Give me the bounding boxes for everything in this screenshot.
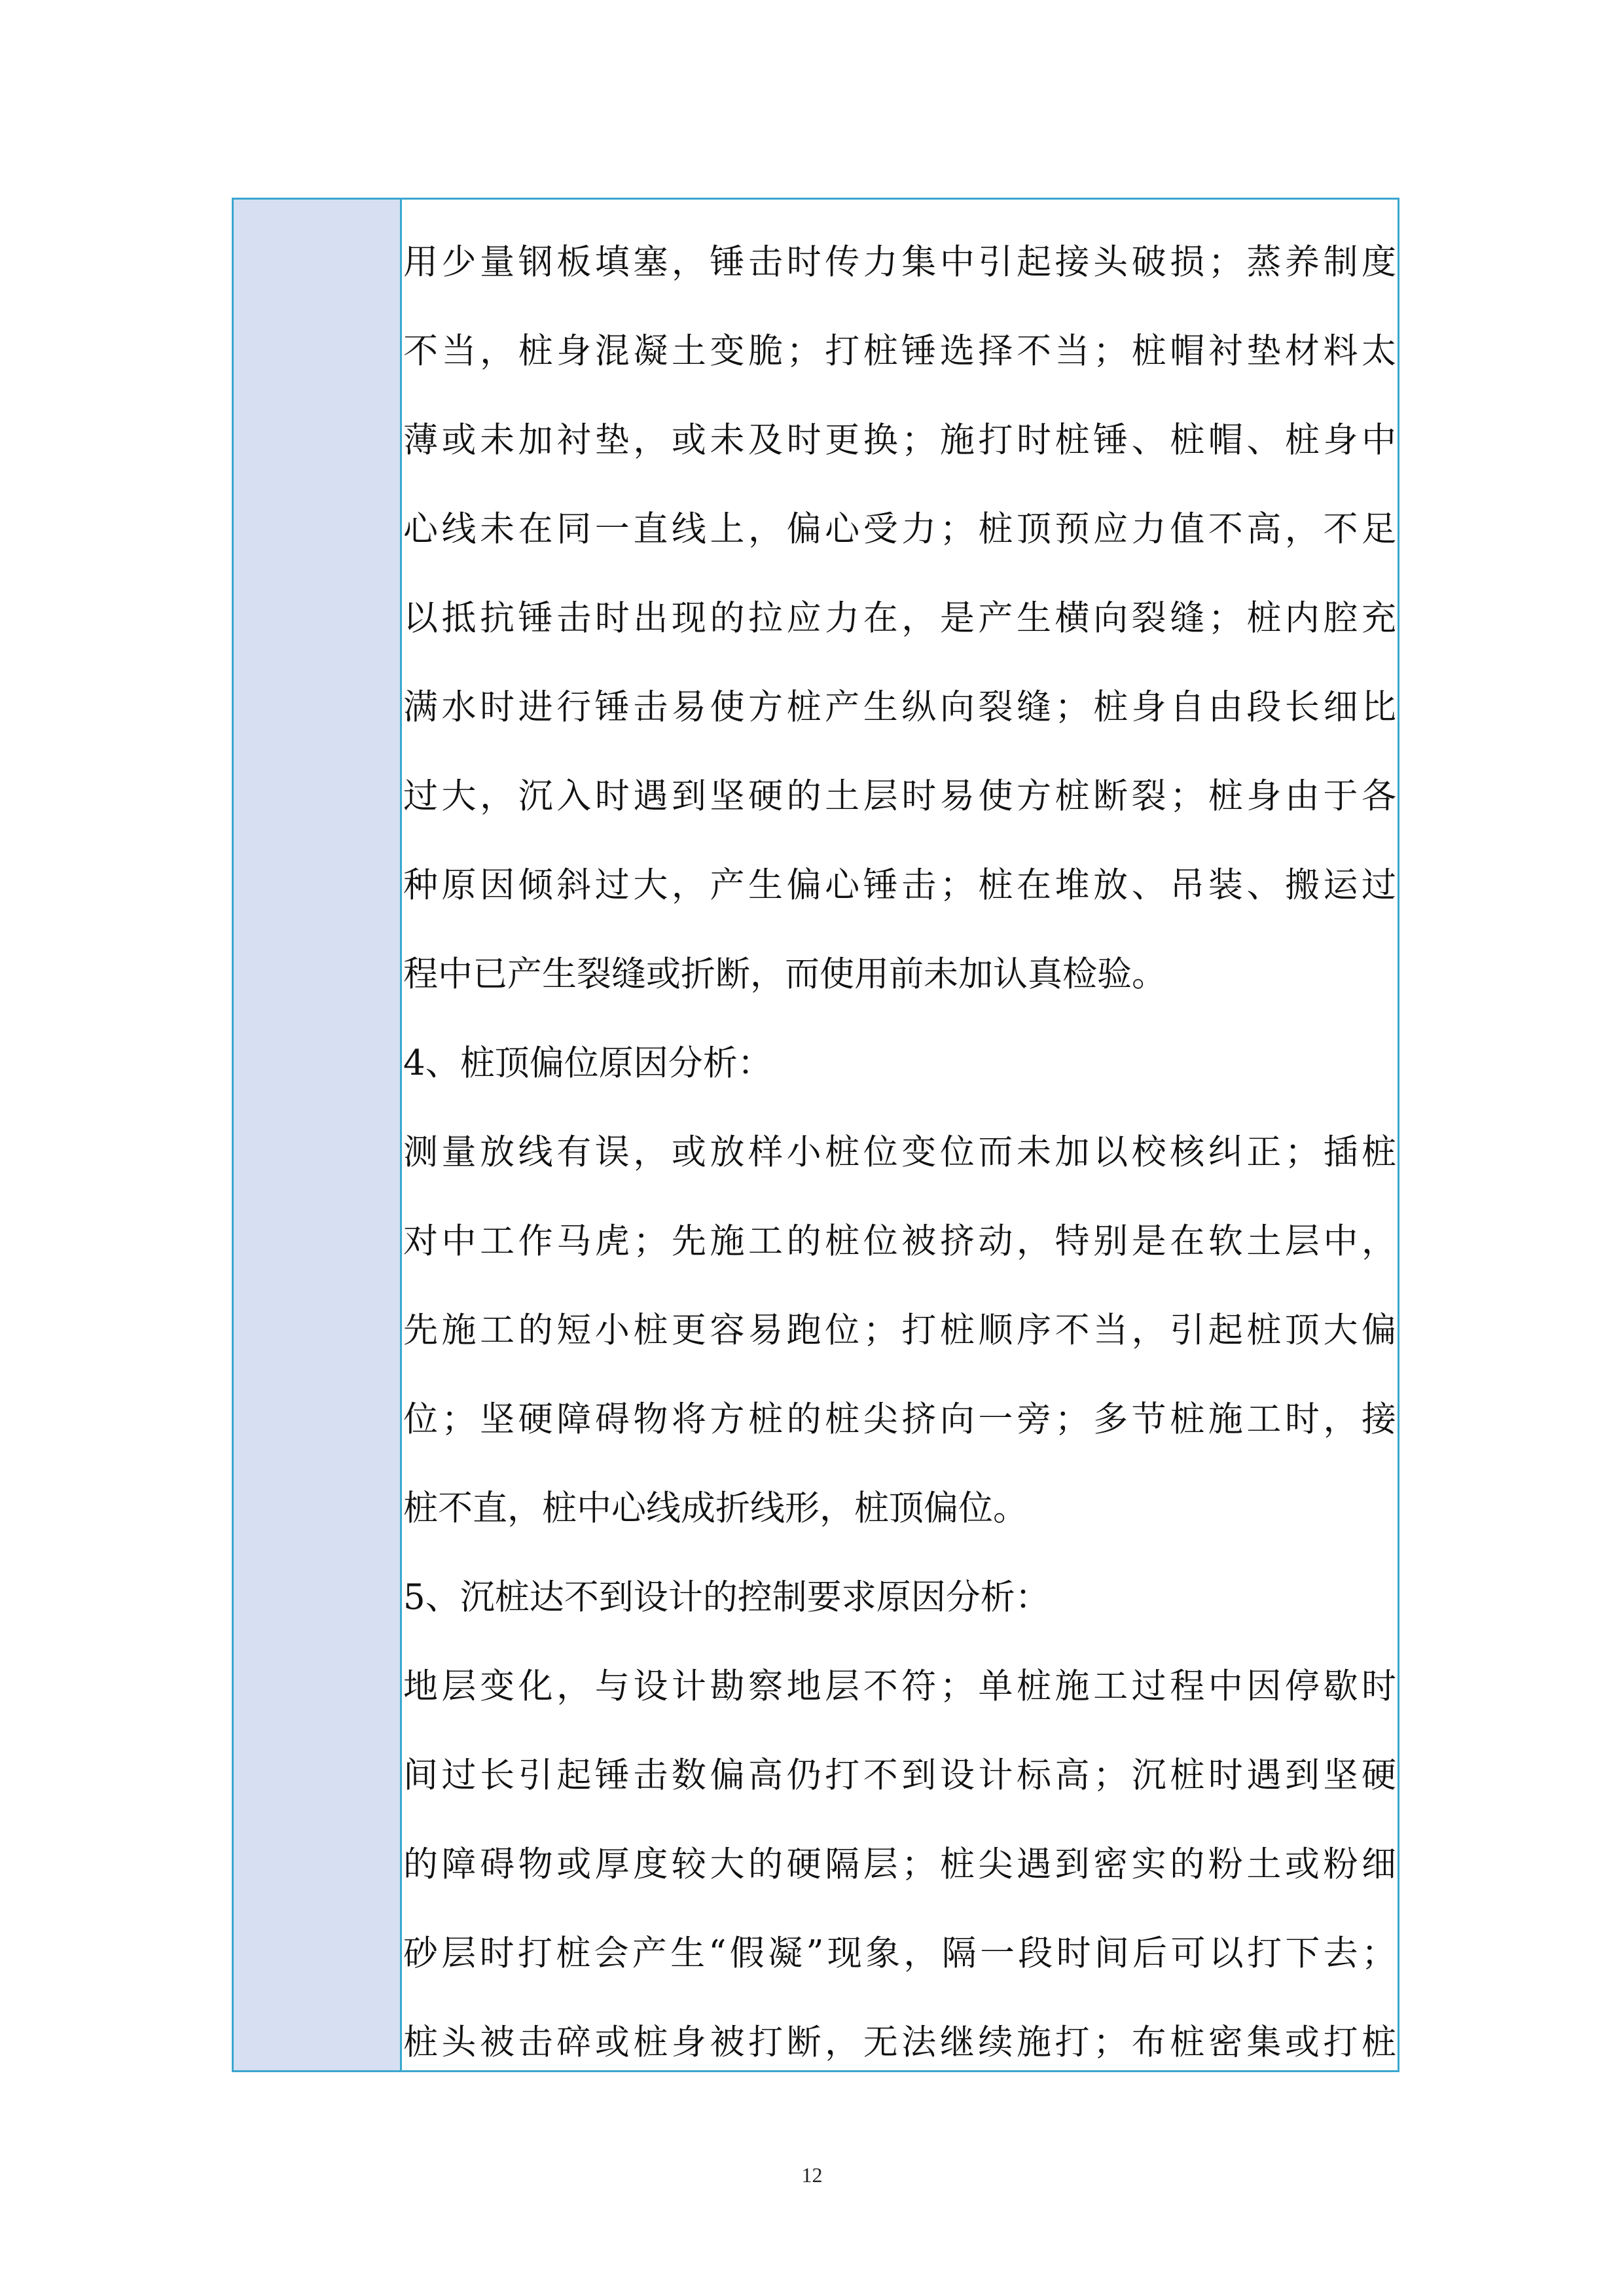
- page-number: 12: [801, 2163, 823, 2187]
- text-line: 砂层时打桩会产生“假凝”现象，隔一段时间后可以打下去；: [403, 1933, 1396, 1973]
- table-label-cell: [234, 200, 402, 2070]
- text-line: 桩头被击碎或桩身被打断，无法继续施打；布桩密集或打桩: [403, 2022, 1396, 2062]
- text-line: 薄或未加衬垫，或未及时更换；施打时桩锤、桩帽、桩身中: [403, 420, 1396, 460]
- text-line: 不当，桩身混凝土变脆；打桩锤选择不当；桩帽衬垫材料太: [403, 331, 1396, 371]
- text-line: 测量放线有误，或放样小桩位变位而未加以校核纠正；插桩: [403, 1132, 1396, 1172]
- text-line: 位；坚硬障碍物将方桩的桩尖挤向一旁；多节桩施工时，接: [403, 1399, 1396, 1439]
- text-line: 对中工作马虎；先施工的桩位被挤动，特别是在软土层中，: [403, 1221, 1396, 1261]
- table-text-cell: [402, 200, 1398, 2070]
- text-line: 先施工的短小桩更容易跑位；打桩顺序不当，引起桩顶大偏: [403, 1310, 1396, 1350]
- text-line: 地层变化，与设计勘察地层不符；单桩施工过程中因停歇时: [403, 1666, 1396, 1706]
- text-line: 桩不直，桩中心线成折线形，桩顶偏位。: [403, 1488, 1028, 1528]
- text-line: 满水时进行锤击易使方桩产生纵向裂缝；桩身自由段长细比: [403, 687, 1396, 727]
- text-line: 的障碍物或厚度较大的硬隔层；桩尖遇到密实的粉土或粉细: [403, 1844, 1396, 1884]
- text-line: 过大，沉入时遇到坚硬的土层时易使方桩断裂；桩身由于各: [403, 776, 1396, 816]
- text-line: 心线未在同一直线上，偏心受力；桩顶预应力值不高，不足: [403, 509, 1396, 549]
- text-line: 5、沉桩达不到设计的控制要求原因分析：: [403, 1577, 1050, 1617]
- text-line: 间过长引起锤击数偏高仍打不到设计标高；沉桩时遇到坚硬: [403, 1755, 1396, 1795]
- content-table: [232, 198, 1399, 2072]
- text-line: 程中已产生裂缝或折断，而使用前未加认真检验。: [403, 954, 1166, 994]
- text-line: 4、桩顶偏位原因分析：: [403, 1043, 772, 1083]
- text-line: 种原因倾斜过大，产生偏心锤击；桩在堆放、吊装、搬运过: [403, 865, 1396, 905]
- text-line: 用少量钢板填塞，锤击时传力集中引起接头破损；蒸养制度: [403, 242, 1396, 282]
- text-line: 以抵抗锤击时出现的拉应力在，是产生横向裂缝；桩内腔充: [403, 598, 1396, 638]
